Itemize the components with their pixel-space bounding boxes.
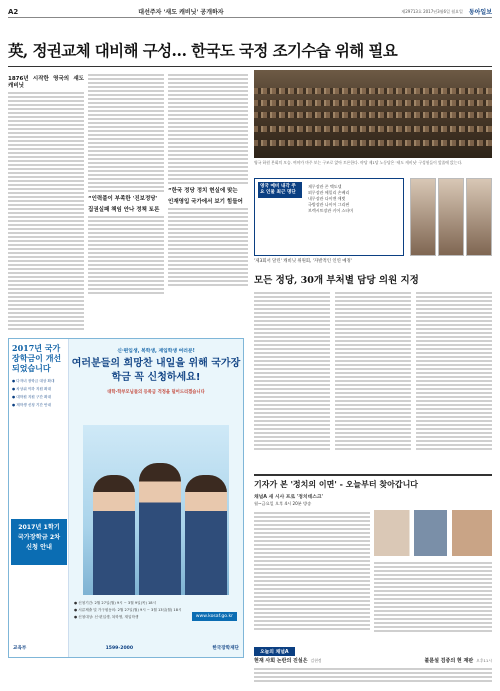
parliament-photo — [254, 70, 492, 158]
infobox-title: 영국 예비 내각 주요 인물 최근 명단 — [258, 182, 302, 198]
ad-schedule-item: ● 신청대상: 신·편입생, 복학생, 재입학생 — [74, 615, 139, 619]
section-2-column-2 — [335, 290, 411, 468]
foundation-logo: 한국장학재단 — [212, 646, 239, 651]
section-2-column-1 — [254, 290, 330, 468]
ad-title: 여러분들의 희망찬 내일을 위해 국가장학금 꼭 신청하세요! — [71, 358, 241, 383]
pull-quote: '제3회서 달린' 캐비닛 위원회, '자발적인 인연 예정' — [254, 259, 352, 264]
infobox-item: 외무장관 에밀리 손베리 — [308, 190, 350, 195]
program-title: 불륜설 검증의 현 재판 — [424, 658, 474, 664]
today-channel-strip — [254, 646, 492, 656]
infobox-item: 국방장관 나이어 그리핀 — [308, 202, 350, 207]
article-column-2 — [88, 72, 164, 334]
article-subhead-3: “한국 정당 정치 현실에 맞는 — [168, 188, 238, 194]
issue-info: 제29713호 2017년3월6일 월요일 — [401, 8, 463, 14]
promo-body — [254, 510, 370, 640]
body-text-lines — [88, 74, 164, 192]
main-headline: 英, 정권교체 대비해 구성… 한국도 국정 조기수습 위해 필요 — [8, 41, 398, 60]
ad-schedule-item: ● 신청기간: 2월 27일(월) 9시 ~ 3월 9일(목) 18시 — [74, 601, 157, 605]
student-figure — [93, 475, 135, 595]
ad-year-headline: 2017년 국가장학금이 개선되었습니다 — [12, 343, 62, 373]
portrait-row — [410, 178, 492, 256]
program-host: 김현정 — [310, 658, 322, 663]
article-column-3 — [168, 72, 248, 334]
article-subhead-1: “인력풀이 부족한 '진보정당' — [88, 196, 158, 202]
section-2-headline: 모든 정당, 30개 부처별 담당 의원 지정 — [254, 275, 419, 286]
photo-caption: 영국 하원 본회의 모습. 여야가 마주 보는 구조로 앉아 토론한다. 야당 제1당 노동당은 '섀도 캐비닛' 구성원들이 앞줄에 앉는다. — [254, 160, 463, 165]
body-text-lines — [168, 208, 248, 286]
ad-tagline: 대학·학부모님들의 등록금 걱정을 덜어드리겠습니다 — [107, 390, 205, 395]
ad-feature-list — [12, 377, 65, 409]
body-text-lines — [335, 292, 411, 450]
ad-feature-item: ● 대학원 지원 구간 확대 — [12, 395, 51, 399]
promo-schedule: 월~금요일 오후 4시 20분 방송 — [254, 501, 312, 506]
ad-schedule-item: ● 서류제출 및 가구원동의: 2월 27일(월) 9시 ~ 3월 13일(월) 18시 — [74, 608, 182, 612]
program-left — [254, 657, 322, 664]
ad-left-panel — [9, 339, 69, 657]
program-title: 현재 사회 논란의 진실은 — [254, 658, 308, 664]
shadow-cabinet-infobox — [254, 178, 404, 256]
portrait-photo — [410, 178, 436, 256]
ad-feature-item: ● 차상위 이하 지원 확대 — [12, 387, 51, 391]
infobox-item: 내무장관 다이앤 애벗 — [308, 196, 346, 201]
article-lede: 1876년 시작한 영국의 섀도 캐비닛 — [8, 76, 84, 89]
promo-headline: 기자가 본 '정치의 이면' - 오늘부터 찾아갑니다 — [254, 474, 492, 490]
portrait-photo — [438, 178, 464, 256]
newspaper-name: 동아일보 — [468, 9, 492, 16]
program-right — [424, 657, 492, 664]
body-text-lines — [168, 74, 248, 184]
scholarship-advertisement — [8, 338, 244, 658]
portrait-photo — [466, 178, 492, 256]
promo-kicker: 채널A 새 시사 프로 '정치데스크' — [254, 495, 323, 500]
student-figure — [185, 475, 227, 595]
program-time: 오후11시 — [476, 658, 492, 663]
body-text-lines — [254, 292, 330, 450]
ad-feature-item: ● 다자녀 장학금 대상 확대 — [12, 379, 55, 383]
ad-feature-item: ● 재학생 신청 기간 안내 — [12, 403, 51, 407]
promo-body-2 — [374, 560, 492, 640]
program-descriptions — [254, 666, 492, 686]
article-column-1 — [8, 72, 84, 334]
phone-number: 1599-2000 — [105, 645, 134, 651]
hosts-photo — [374, 510, 492, 556]
headline-rule — [8, 66, 492, 67]
body-text-lines — [374, 562, 492, 632]
students-photo — [83, 425, 229, 595]
page-number: A2 — [8, 7, 19, 16]
body-text-lines — [254, 668, 492, 682]
ad-website-link[interactable]: www.kosaf.go.kr — [192, 612, 237, 621]
ad-application-box: 2017년 1학기 국가장학금 2차 신청 안내 — [11, 519, 67, 565]
infobox-item: 브렉시트장관 키어 스타머 — [308, 208, 354, 213]
article-subhead-4: 인재영입 국가에서 보기 힘들어 — [168, 199, 243, 205]
program-listings — [254, 657, 492, 664]
body-text-lines — [88, 216, 164, 294]
infobox-item: 재무장관 존 맥도넬 — [308, 184, 342, 189]
channel-tab: 오늘의 채널A — [254, 647, 295, 656]
ad-schedule — [71, 597, 243, 637]
body-text-lines — [8, 92, 84, 330]
section-2-column-3 — [416, 290, 492, 468]
body-text-lines — [254, 512, 370, 630]
ad-sponsor-logos — [13, 641, 239, 655]
ad-subtitle: 신·편입생, 복학생, 재입학생 여러분! — [117, 349, 195, 354]
page-header — [8, 6, 492, 18]
student-figure — [139, 463, 181, 595]
section-title: 대선주자 '새도 캐비닛' 공개하자 — [138, 9, 224, 16]
article-subhead-2: 집권실패 책임 안나 정책 토론 — [88, 207, 160, 213]
body-text-lines — [416, 292, 492, 450]
ministry-logo: 교육부 — [13, 646, 27, 651]
